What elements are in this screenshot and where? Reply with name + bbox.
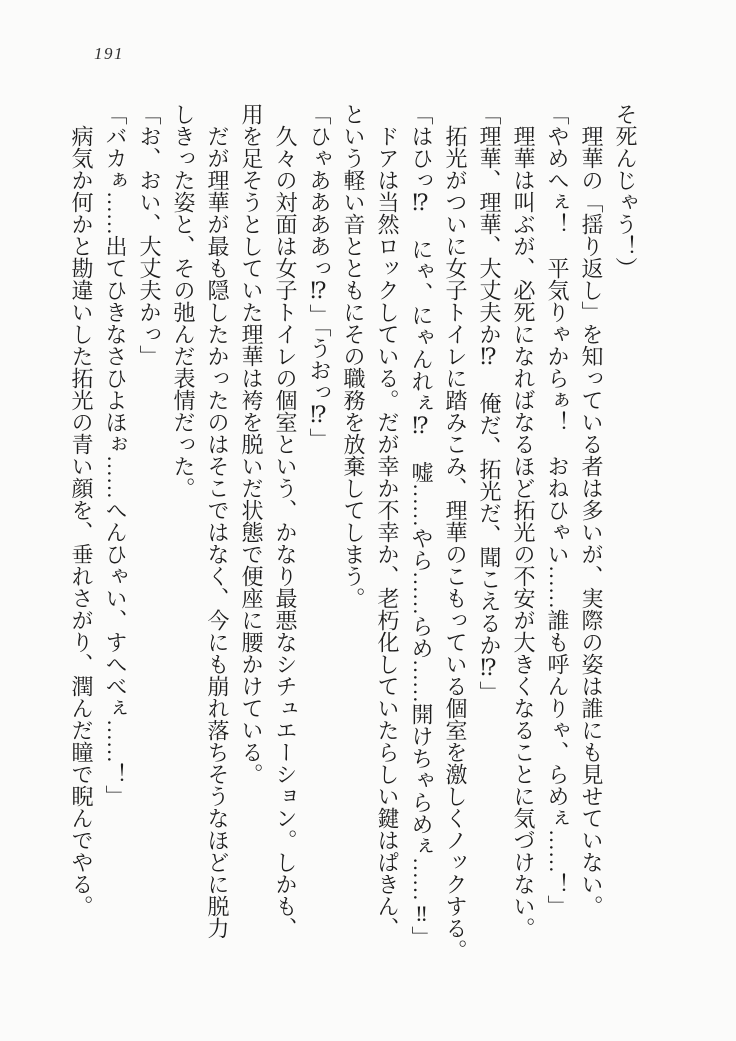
text-column-1: そ死んじゃう！） <box>613 103 638 279</box>
text-column-7: 「はひっ⁉ にゃ、にゃんれぇ⁉ 嘘……やら……らめ……開けちゃらめぇ……‼」 <box>409 103 434 948</box>
text-column-12: 用を足そうとしていた理華は袴を脱いだ状態で便座に腰かけている。 <box>239 103 264 785</box>
text-column-15: 「お、おい、大丈夫かっ」 <box>137 103 162 367</box>
text-column-8: ドアは当然ロックしている。だが幸か不幸か、老朽化していたらしい鍵はぱきん、 <box>375 103 400 939</box>
text-column-14: しきった姿と、その弛んだ表情だった。 <box>171 103 196 499</box>
text-column-2: 理華の「揺り返し」を知っている者は多いが、実際の姿は誰にも見せていない。 <box>579 103 604 917</box>
text-column-6: 拓光がついに女子トイレに踏みこみ、理華のこもっている個室を激しくノックする。 <box>443 103 468 961</box>
text-column-4: 理華は叫ぶが、必死になればなるほど拓光の不安が大きくなることに気づけない。 <box>511 103 536 939</box>
text-column-11: 久々の対面は女子トイレの個室という、かなり最悪なシチュエーション。しかも、 <box>273 103 298 939</box>
page-number: 191 <box>94 44 124 63</box>
text-column-16: 「バカぁ……出てひきなさひよほぉ……へんひゃい、すへべぇ……！」 <box>103 103 128 807</box>
text-column-5: 「理華、理華、大丈夫か⁉ 俺だ、拓光だ、聞こえるか⁉」 <box>477 103 502 703</box>
text-column-9: という軽い音とともにその職務を放棄してしまう。 <box>341 103 366 609</box>
text-column-13: だが理華が最も隠したかったのはそこではなく、今にも崩れ落ちそうなほどに脱力 <box>205 103 230 939</box>
text-column-17: 病気か何かと勘違いした拓光の青い顔を、垂れさがり、潤んだ瞳で睨んでやる。 <box>69 103 94 917</box>
text-column-3: 「やめへぇ！ 平気りゃからぁ！ おねひゃい……誰も呼んりゃ、らめぇ……！」 <box>545 103 570 917</box>
text-block <box>64 103 642 961</box>
text-column-10: 「ひゃああああっ⁉」「うおっ⁉」 <box>307 103 332 450</box>
